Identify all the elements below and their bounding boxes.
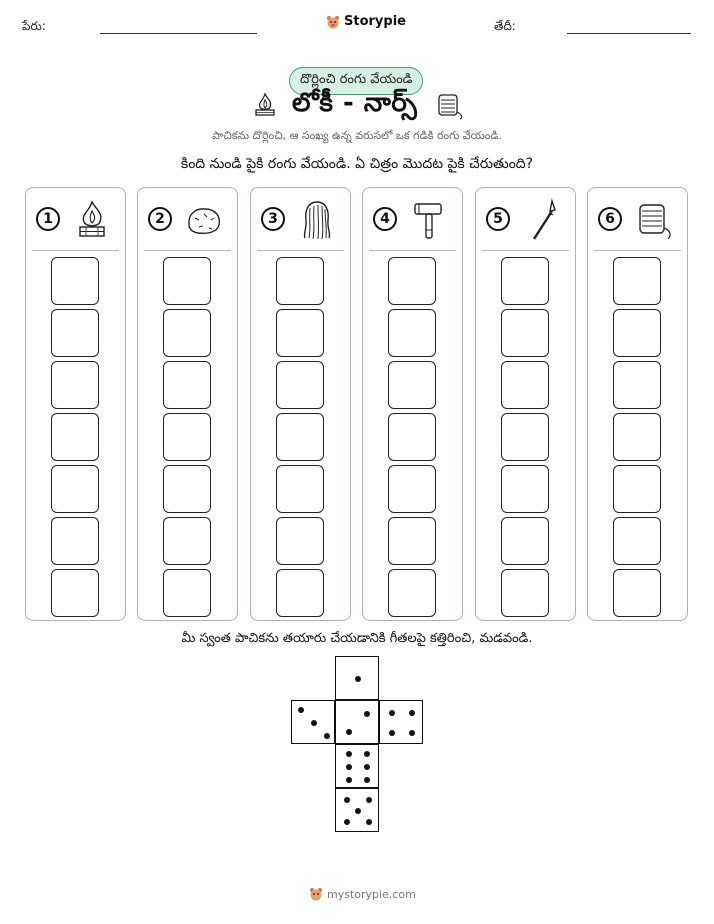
color-box[interactable]	[163, 465, 211, 513]
color-box[interactable]	[163, 569, 211, 617]
color-box[interactable]	[501, 465, 549, 513]
color-box[interactable]	[388, 413, 436, 461]
fire-icon	[252, 92, 278, 118]
color-box[interactable]	[501, 569, 549, 617]
color-box[interactable]	[51, 309, 99, 357]
name-label: పేరు:	[22, 19, 46, 33]
color-box[interactable]	[276, 569, 324, 617]
die-face-4	[379, 700, 423, 744]
die-pip	[346, 751, 352, 757]
color-box[interactable]	[276, 257, 324, 305]
color-box[interactable]	[388, 517, 436, 565]
column-6	[587, 187, 688, 621]
die-pip	[366, 797, 372, 803]
die-pip	[298, 707, 304, 713]
die-pip	[344, 819, 350, 825]
color-box[interactable]	[613, 309, 661, 357]
color-box[interactable]	[613, 517, 661, 565]
instruction: కింది నుండి పైకి రంగు వేయండి. ఏ చిత్రం మొదట పైకి చేరుతుంది?	[180, 156, 534, 172]
column-number: 1	[36, 207, 60, 231]
footer	[309, 887, 416, 901]
color-box[interactable]	[163, 309, 211, 357]
color-box[interactable]	[163, 413, 211, 461]
color-box[interactable]	[388, 361, 436, 409]
die-pip	[364, 777, 370, 783]
die-pip	[324, 733, 330, 739]
die-face-6	[335, 744, 379, 788]
color-box[interactable]	[501, 257, 549, 305]
color-box[interactable]	[388, 257, 436, 305]
die-pip	[366, 819, 372, 825]
die-pip	[344, 797, 350, 803]
color-box[interactable]	[51, 361, 99, 409]
thread-spool-icon	[436, 92, 466, 120]
color-box[interactable]	[388, 465, 436, 513]
brand-name: Storypie	[344, 14, 406, 29]
die-face-5	[335, 788, 379, 832]
color-box[interactable]	[276, 413, 324, 461]
color-box[interactable]	[501, 361, 549, 409]
footer-url: mystorypie.com	[327, 887, 416, 901]
column-number: 6	[598, 207, 622, 231]
column-divider	[369, 250, 456, 251]
die-face-1	[335, 656, 379, 700]
die-pip	[389, 730, 395, 736]
column-number: 3	[261, 207, 285, 231]
color-box[interactable]	[388, 569, 436, 617]
bear-icon	[309, 887, 323, 901]
column-number: 4	[373, 207, 397, 231]
column-5	[475, 187, 576, 621]
column-3	[250, 187, 351, 621]
die-face-2	[335, 700, 379, 744]
name-line[interactable]	[100, 33, 257, 34]
color-box[interactable]	[51, 517, 99, 565]
date-label: తేదీ:	[494, 19, 516, 33]
color-box[interactable]	[276, 517, 324, 565]
column-divider	[144, 250, 231, 251]
column-4	[362, 187, 463, 621]
color-box[interactable]	[501, 309, 549, 357]
spear-icon	[522, 198, 562, 242]
fire-icon	[72, 198, 112, 242]
page-title: లోకీ - నార్స్	[292, 88, 418, 118]
column-divider	[32, 250, 119, 251]
cut-instruction: మీ స్వంత పాచికను తయారు చేయడానికి గీతలపై కత్తిరించి, మడవండి.	[181, 631, 533, 646]
hammer-icon	[409, 198, 449, 242]
die-pip	[355, 676, 361, 682]
die-pip	[389, 710, 395, 716]
date-line[interactable]	[567, 33, 691, 34]
color-box[interactable]	[276, 465, 324, 513]
column-number: 5	[486, 207, 510, 231]
die-pip	[355, 808, 361, 814]
rock-icon	[184, 198, 224, 242]
color-box[interactable]	[613, 465, 661, 513]
column-divider	[257, 250, 344, 251]
die-pip	[346, 729, 352, 735]
die-pip	[409, 730, 415, 736]
color-box[interactable]	[163, 257, 211, 305]
die-pip	[364, 751, 370, 757]
color-box[interactable]	[613, 413, 661, 461]
color-box[interactable]	[276, 309, 324, 357]
subtitle: పాచికను దొర్లించి, ఆ సంఖ్య ఉన్న వరుసలో ఒక గడికి రంగు వేయండి.	[212, 129, 502, 142]
column-divider	[482, 250, 569, 251]
color-box[interactable]	[163, 517, 211, 565]
color-box[interactable]	[501, 517, 549, 565]
color-box[interactable]	[613, 569, 661, 617]
column-divider	[594, 250, 681, 251]
column-2	[137, 187, 238, 621]
die-pip	[346, 764, 352, 770]
die-pip	[364, 711, 370, 717]
die-pip	[409, 710, 415, 716]
color-box[interactable]	[51, 465, 99, 513]
die-pip	[346, 777, 352, 783]
column-1	[25, 187, 126, 621]
color-box[interactable]	[163, 361, 211, 409]
brand-logo	[326, 14, 406, 29]
color-box[interactable]	[501, 413, 549, 461]
die-pip	[311, 720, 317, 726]
thread-spool-icon	[634, 198, 674, 242]
column-number: 2	[148, 207, 172, 231]
color-box[interactable]	[613, 257, 661, 305]
die-face-3	[291, 700, 335, 744]
color-box[interactable]	[613, 361, 661, 409]
bear-icon	[326, 15, 340, 29]
color-box[interactable]	[276, 361, 324, 409]
roll-and-color-pill: దొర్లించి రంగు వేయండి	[289, 67, 423, 95]
color-box[interactable]	[388, 309, 436, 357]
color-box[interactable]	[51, 257, 99, 305]
color-box[interactable]	[51, 569, 99, 617]
color-box[interactable]	[51, 413, 99, 461]
die-pip	[364, 764, 370, 770]
hair-icon	[297, 198, 337, 242]
